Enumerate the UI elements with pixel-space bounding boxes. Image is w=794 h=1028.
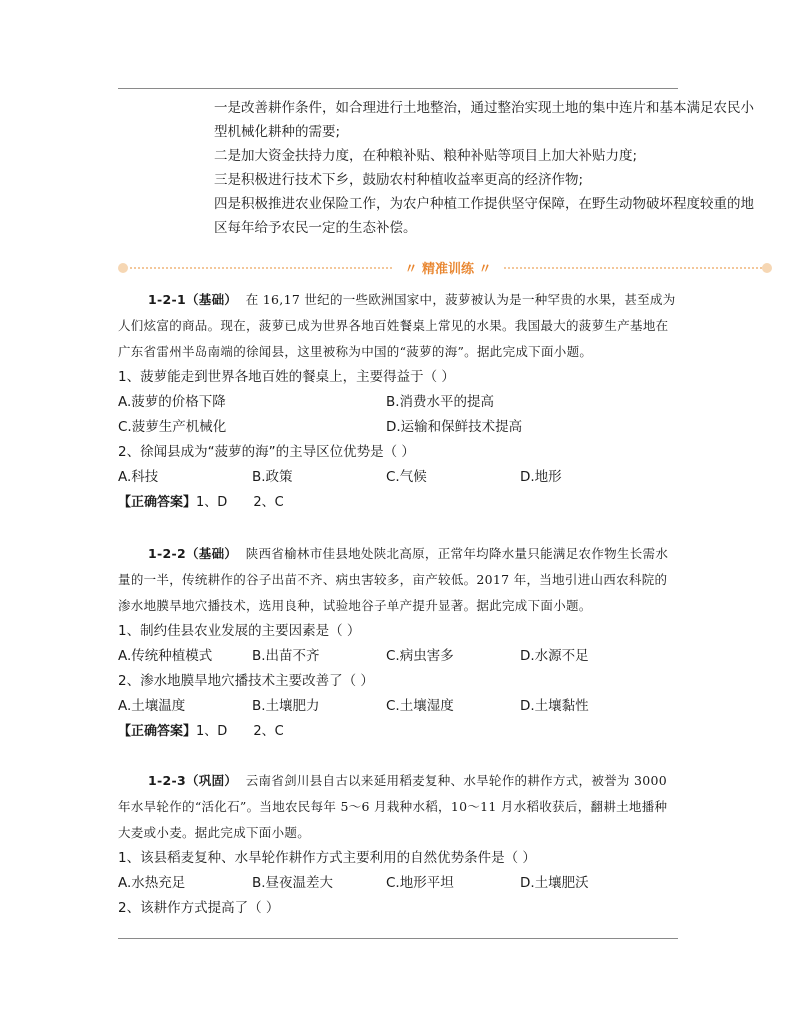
intro-line: 三是积极进行技术下乡，鼓励农村种植收益率更高的经济作物; bbox=[214, 172, 584, 188]
question-level: （巩固） bbox=[185, 773, 238, 788]
footer-rule bbox=[118, 938, 678, 939]
question-code: 1-2-3 bbox=[148, 773, 186, 788]
question-block bbox=[118, 541, 678, 744]
option: D.地形 bbox=[520, 469, 562, 485]
question-block bbox=[118, 287, 678, 515]
option: B.土壤肥力 bbox=[252, 698, 320, 714]
options-row bbox=[118, 465, 678, 490]
intro-line: 二是加大资金扶持力度，在种粮补贴、粮种补贴等项目上加大补贴力度; bbox=[214, 148, 638, 164]
sub-question: 2、徐闻县成为“菠萝的海”的主导区位优势是（ ） bbox=[118, 444, 415, 460]
option: A.水热充足 bbox=[118, 875, 186, 891]
option: C.病虫害多 bbox=[386, 648, 454, 664]
intro-line: 区每年给予农民一定的生态补偿。 bbox=[214, 220, 417, 236]
header-rule bbox=[118, 88, 678, 89]
intro-line: 型机械化耕种的需要; bbox=[214, 124, 341, 140]
option: B.政策 bbox=[252, 469, 293, 485]
option: C.土壤湿度 bbox=[386, 698, 454, 714]
question-code: 1-2-2 bbox=[148, 546, 186, 561]
options-row bbox=[118, 644, 678, 669]
question-level: （基础） bbox=[185, 546, 238, 561]
question-level: （基础） bbox=[185, 292, 238, 307]
answer-line: 【正确答案】1、D 2、C bbox=[118, 724, 284, 739]
option: D.土壤肥沃 bbox=[520, 875, 589, 891]
sub-question: 1、制约佳县农业发展的主要因素是（ ） bbox=[118, 623, 361, 639]
sub-question: 1、菠萝能走到世界各地百姓的餐桌上，主要得益于（ ） bbox=[118, 369, 455, 385]
question-code: 1-2-1 bbox=[148, 292, 186, 307]
option: D.水源不足 bbox=[520, 648, 589, 664]
option: C.菠萝生产机械化 bbox=[118, 419, 227, 435]
option: C.气候 bbox=[386, 469, 427, 485]
option: A.土壤温度 bbox=[118, 698, 186, 714]
intro-paragraph bbox=[214, 96, 764, 240]
sub-question: 2、渗水地膜旱地穴播技术主要改善了（ ） bbox=[118, 673, 374, 689]
option: A.科技 bbox=[118, 469, 159, 485]
option: D.运输和保鲜技术提高 bbox=[386, 419, 523, 435]
intro-line: 一是改善耕作条件，如合理进行土地整治，通过整治实现土地的集中连片和基本满足农民小 bbox=[214, 100, 754, 116]
slash-icon: 〃 bbox=[478, 262, 492, 277]
option: B.出苗不齐 bbox=[252, 648, 320, 664]
option: C.地形平坦 bbox=[386, 875, 454, 891]
options-row bbox=[118, 415, 678, 440]
answer-label: 【正确答案】 bbox=[118, 724, 197, 739]
question-stem: 1-2-2（基础） 陕西省榆林市佳县地处陕北高原，正常年均降水量只能满足农作物生长需水量的一半，传统耕作的谷子出苗不齐、病虫害较多，亩产较低。2017 年，当地引进山西农科院的渗水地膜旱地穴播技术，选用良种，试验地谷子单产提升显著。据此完成下面小题。 bbox=[118, 546, 669, 613]
banner-dot-right bbox=[762, 263, 772, 273]
intro-line: 四是积极推进农业保险工作，为农户种植工作提供坚守保障，在野生动物破坏程度较重的地 bbox=[214, 196, 754, 212]
banner-dotted-line-left bbox=[130, 267, 392, 269]
sub-question: 1、该县稻麦复种、水旱轮作耕作方式主要利用的自然优势条件是（ ） bbox=[118, 850, 536, 866]
option: A.传统种植模式 bbox=[118, 648, 213, 664]
section-title: 〃 精准训练 〃 bbox=[404, 262, 492, 277]
question-stem: 1-2-1（基础） 在 16,17 世纪的一些欧洲国家中，菠萝被认为是一种罕贵的水果，甚至成为人们炫富的商品。现在，菠萝已成为世界各地百姓餐桌上常见的水果。我国最大的菠萝生产基地在广东省雷州半岛南端的徐闻县，这里被称为中国的“菠萝的海”。据此完成下面小题。 bbox=[118, 292, 676, 359]
option: A.菠萝的价格下降 bbox=[118, 394, 226, 410]
options-row bbox=[118, 871, 678, 896]
answer-label: 【正确答案】 bbox=[118, 495, 197, 510]
sub-question: 2、该耕作方式提高了（ ） bbox=[118, 900, 280, 916]
question-block bbox=[118, 768, 678, 921]
option: D.土壤黏性 bbox=[520, 698, 589, 714]
option: B.昼夜温差大 bbox=[252, 875, 334, 891]
options-row bbox=[118, 390, 678, 415]
answer-line: 【正确答案】1、D 2、C bbox=[118, 495, 284, 510]
banner-dotted-line-right bbox=[504, 267, 762, 269]
options-row bbox=[118, 694, 678, 719]
question-stem: 1-2-3（巩固） 云南省剑川县自古以来延用稻麦复种、水旱轮作的耕作方式，被誉为 3000 年水旱轮作的“活化石”。当地农民每年 5～6 月栽种水稻，10～11 月水稻收获后，翻耕土地播种大麦或小麦。据此完成下面小题。 bbox=[118, 773, 668, 840]
section-banner bbox=[118, 256, 772, 280]
slash-icon: 〃 bbox=[404, 262, 418, 277]
banner-dot-left bbox=[118, 263, 128, 273]
option: B.消费水平的提高 bbox=[386, 394, 495, 410]
